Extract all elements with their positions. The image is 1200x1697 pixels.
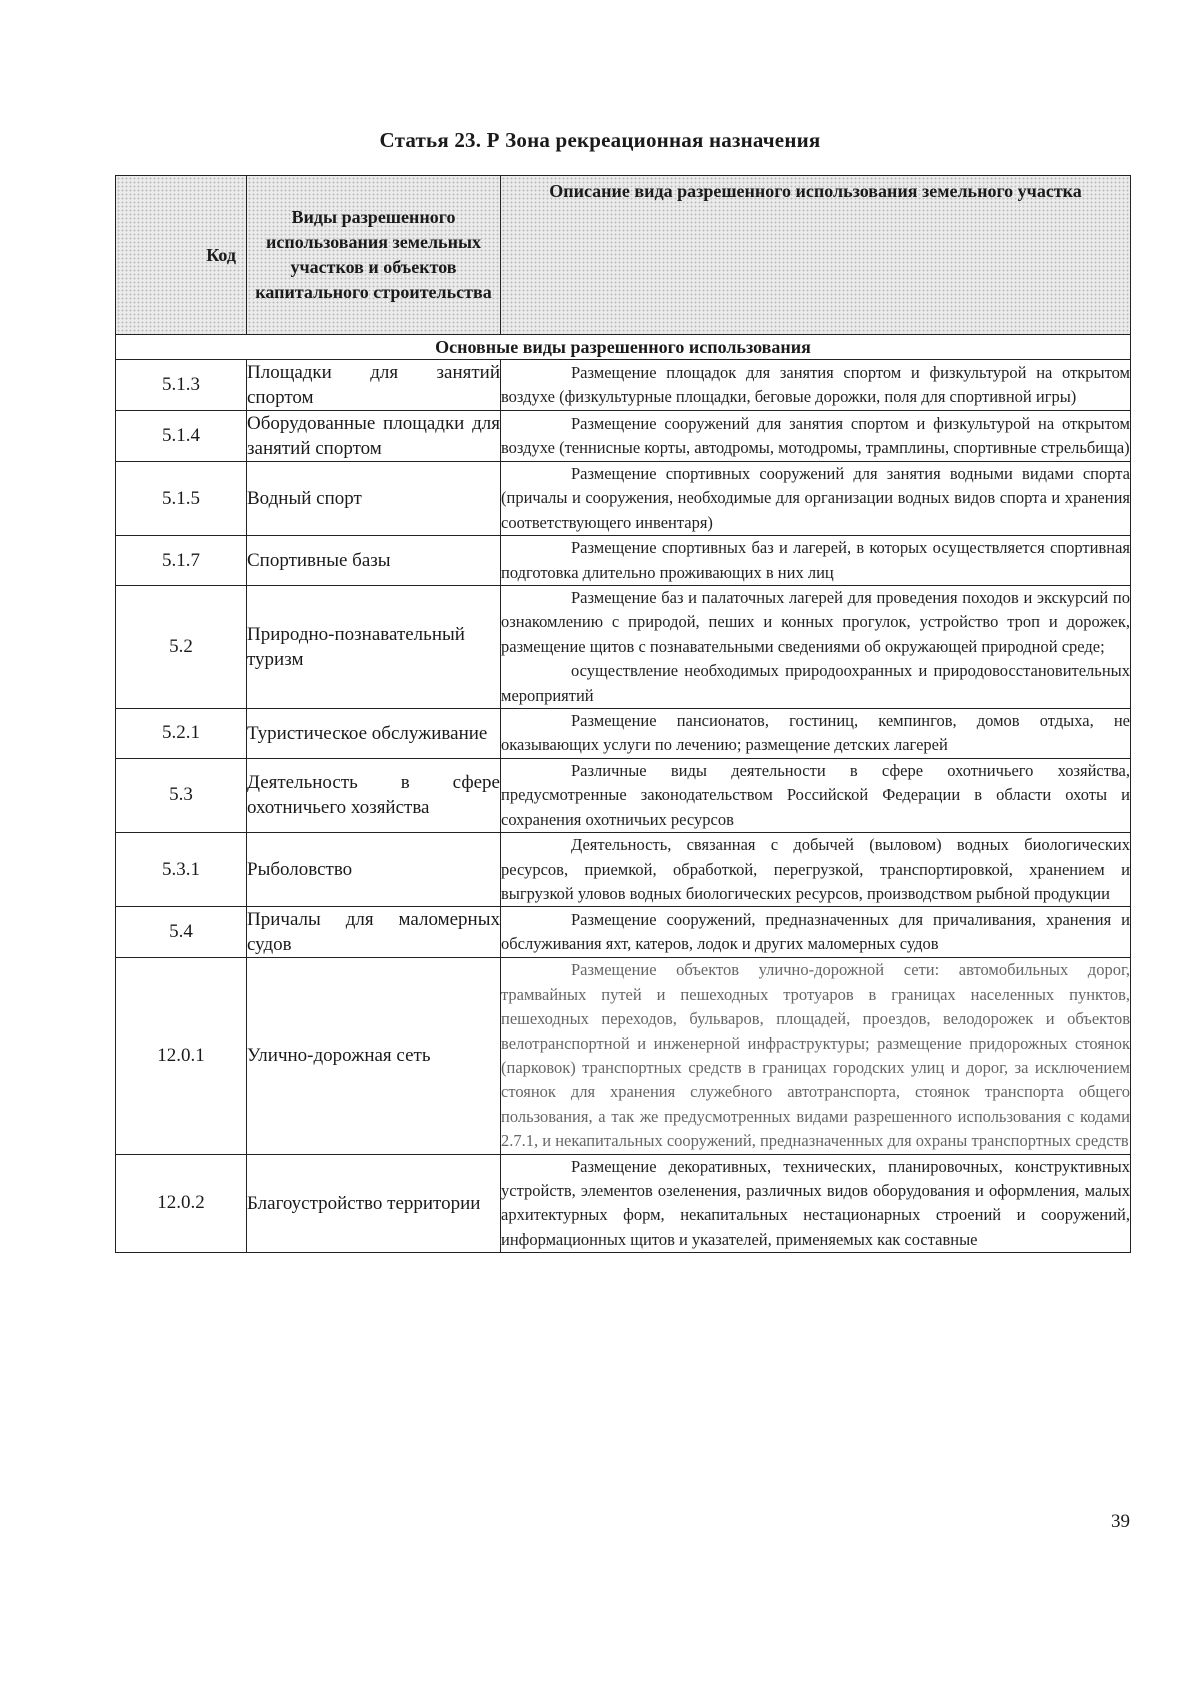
row-name: Туристическое обслуживание (247, 709, 501, 759)
row-description (501, 709, 1131, 759)
row-name: Деятельность в сфере охотничьего хозяйства (247, 758, 501, 832)
row-code: 5.3.1 (116, 833, 247, 907)
table-row (116, 907, 1131, 958)
description-paragraph: Деятельность, связанная с добычей (выловом) водных биологических ресурсов, приемкой, обработкой, перегрузкой, транспортировкой, хранением и выгрузкой уловов водных биологических ресурсов, производством рыбной продукции (501, 835, 1130, 903)
row-description (501, 536, 1131, 586)
row-description (501, 411, 1131, 462)
row-description (501, 958, 1131, 1154)
row-description (501, 586, 1131, 709)
row-description (501, 360, 1131, 411)
row-name: Площадки для занятий спортом (247, 360, 501, 411)
description-paragraph: осуществление необходимых природоохранных и природовосстановительных мероприятий (501, 661, 1130, 705)
row-code: 5.3 (116, 758, 247, 832)
table-row (116, 462, 1131, 536)
description-paragraph: Размещение пансионатов, гостиниц, кемпингов, домов отдыха, не оказывающих услуги по лечению; размещение детских лагерей (501, 711, 1130, 755)
description-paragraph: Размещение декоративных, технических, планировочных, конструктивных устройств, элементов озеленения, различных видов оборудования и оформления, малых архитектурных форм, некапитальных нестационарных строений и сооружений, информационных щитов и указателей, применяемых как составные (501, 1156, 1130, 1249)
row-code: 5.4 (116, 907, 247, 958)
zone-table (115, 175, 1131, 1253)
row-description (501, 833, 1131, 907)
description-paragraph: Различные виды деятельности в сфере охотничьего хозяйства, предусмотренные законодательством Российской Федерации в области охоты и сохранения охотничьих ресурсов (501, 760, 1130, 829)
row-code: 5.1.7 (116, 536, 247, 586)
row-description (501, 462, 1131, 536)
table-row (116, 360, 1131, 411)
table-row (116, 958, 1131, 1154)
description-paragraph: Размещение сооружений, предназначенных для причаливания, хранения и обслуживания яхт, катеров, лодок и других маломерных судов (501, 909, 1130, 954)
header-code: Код (116, 176, 247, 335)
row-code: 5.1.4 (116, 411, 247, 462)
table-row (116, 411, 1131, 462)
description-paragraph: Размещение площадок для занятия спортом и физкультурой на открытом воздухе (физкультурные площадки, беговые дорожки, поля для спортивной игры) (501, 362, 1130, 406)
row-name: Оборудованные площадки для занятий спортом (247, 411, 501, 462)
row-code: 5.1.5 (116, 462, 247, 536)
table-row (116, 709, 1131, 759)
row-name: Водный спорт (247, 462, 501, 536)
description-paragraph: Размещение объектов улично-дорожной сети: автомобильных дорог, трамвайных путей и пешеходных тротуаров в границах населенных пунктов, пешеходных переходов, бульваров, площадей, проездов, велодорожек и объектов велотранспортной и инженерной инфраструктуры; размещение придорожных стоянок (парковок) транспортных средств в границах городских улиц и дорог, за исключением стоянок для хранения служебного автотранспорта, стоянок транспорта общего пользования, а так же предусмотренных видами разрешенного использования с кодами 2.7.1, и некапитальных сооружений, предназначенных для охраны транспортных средств (501, 960, 1130, 1151)
row-description (501, 1154, 1131, 1253)
row-code: 5.1.3 (116, 360, 247, 411)
row-name: Благоустройство территории (247, 1154, 501, 1253)
row-name: Спортивные базы (247, 536, 501, 586)
table-row (116, 833, 1131, 907)
description-paragraph: Размещение баз и палаточных лагерей для проведения походов и экскурсий по ознакомлению с природой, пеших и конных прогулок, устройство троп и дорожек, размещение щитов с познавательными сведениями об окружающей природной среде; (501, 588, 1130, 656)
row-code: 12.0.2 (116, 1154, 247, 1253)
header-description: Описание вида разрешенного использования земельного участка (501, 176, 1131, 335)
description-paragraph: Размещение спортивных баз и лагерей, в которых осуществляется спортивная подготовка длительно проживающих в них лиц (501, 538, 1130, 582)
table-row (116, 1154, 1131, 1253)
table-row (116, 536, 1131, 586)
row-name: Природно-познавательный туризм (247, 586, 501, 709)
table-row (116, 758, 1131, 832)
section-row (116, 335, 1131, 360)
row-name: Рыболовство (247, 833, 501, 907)
row-description (501, 907, 1131, 958)
page-number: 39 (1111, 1511, 1130, 1532)
section-title: Основные виды разрешенного использования (116, 335, 1131, 360)
row-description (501, 758, 1131, 832)
header-name: Виды разрешенного использования земельных участков и объектов капитального строительства (247, 176, 501, 335)
description-paragraph: Размещение сооружений для занятия спортом и физкультурой на открытом воздухе (теннисные корты, автодромы, мотодромы, трамплины, спортивные стрельбища) (501, 413, 1130, 457)
row-name: Улично-дорожная сеть (247, 958, 501, 1154)
table-header-row (116, 176, 1131, 335)
row-code: 5.2.1 (116, 709, 247, 759)
table-row (116, 586, 1131, 709)
description-paragraph: Размещение спортивных сооружений для занятия водными видами спорта (причалы и сооружения, необходимые для организации водных видов спорта и хранения соответствующего инвентаря) (501, 464, 1130, 532)
page-title: Статья 23. Р Зона рекреационная назначения (379, 128, 821, 152)
row-code: 5.2 (116, 586, 247, 709)
row-code: 12.0.1 (116, 958, 247, 1154)
row-name: Причалы для маломерных судов (247, 907, 501, 958)
